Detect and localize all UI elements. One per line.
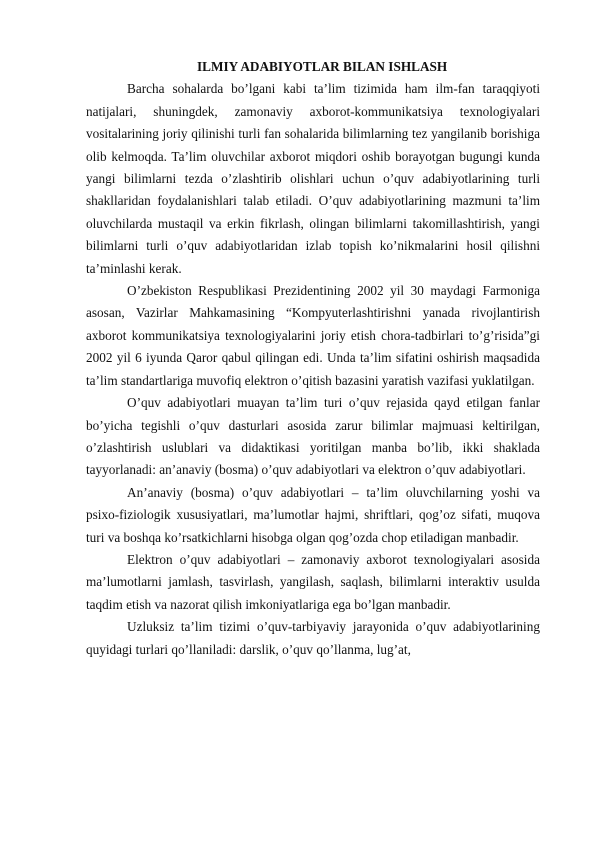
paragraph-study-literature: O’quv adabiyotlari muayan ta’lim turi o’quv rejasida qayd etilgan fanlar bo’yicha tegishli o’quv dasturlari asosida zarur bilimlar majmuasi keltirilgan, o’zlashtirish uslublari va didaktikasi yoritilgan manba bo’lib, ikki shaklada tayyorlanadi: an’anaviy (bosma) o’quv adabiyotlari va elektron o’quv adabiyotlari. (86, 395, 540, 478)
document-page (86, 56, 540, 661)
paragraph-presidential-decree: O’zbekiston Respublikasi Prezidentining 2002 yil 30 maydagi Farmoniga asosan, Vazirlar Mahkamasining “Kompyuterlashtirishni yanada rivojlantirish axborot kommunikatsiya texnologiyalarini joriy etish chora-tadbirlari to’g’risida”gi 2002 yil 6 iyunda Qaror qabul qilingan edi. Unda ta’lim sifatini oshirish maqsadida ta’lim standartlariga muvofiq elektron o’qitish bazasini yaratish vazifasi yuklatilgan. (86, 283, 540, 388)
paragraph-intro: Barcha sohalarda bo’lgani kabi ta’lim tizimida ham ilm-fan taraqqiyoti natijalari, shuningdek, zamonaviy axborot-kommunikatsiya texnologiyalari vositalarining joriy qilinishi turli fan sohalarida bilimlarning tez yangilanib borishiga olib kelmoqda. Ta’lim oluvchilar axborot miqdori oshib borayotgan bugungi kunda yangi bilimlarni tezda o’zlashtirib olishlari uchun o’quv adabiyotlarining turli shakllaridan foydalanishlari talab etiladi. O’quv adabiyotlarining mazmuni ta’lim oluvchilarda mustaqil va erkin fikrlash, olingan bilimlarni takomillashtirish, yangi bilimlarni turli o’quv adabiyotlaridan izlab topish ko’nikmalarini hosil qilishni ta’minlashi kerak. (86, 81, 540, 276)
paragraph-electronic-literature: Elektron o’quv adabiyotlari – zamonaviy axborot texnologiyalari asosida ma’lumotlarni jamlash, tasvirlash, yangilash, saqlash, bilimlarni interaktiv usulda taqdim etish va nazorat qilish imkoniyatlariga ega bo’lgan manbadir. (86, 551, 540, 612)
document-title: ILMIY ADABIYOTLAR BILAN ISHLASH (197, 59, 448, 74)
paragraph-traditional-literature: An’anaviy (bosma) o’quv adabiyotlari – ta’lim oluvchilarning yoshi va psixo-fiziologik xususiyatlari, ma’lumotlar hajmi, shriftlari, qog’oz sifati, muqova turi va boshqa ko’rsatkichlarni hisobga olgan qog’ozda chop etiladigan manbadir. (86, 484, 540, 545)
paragraph-continuous-education: Uzluksiz ta’lim tizimi o’quv-tarbiyaviy jarayonida o’quv adabiyotlarining quyidagi turlari qo’llaniladi: darslik, o’quv qo’llanma, lug’at, (86, 619, 540, 657)
